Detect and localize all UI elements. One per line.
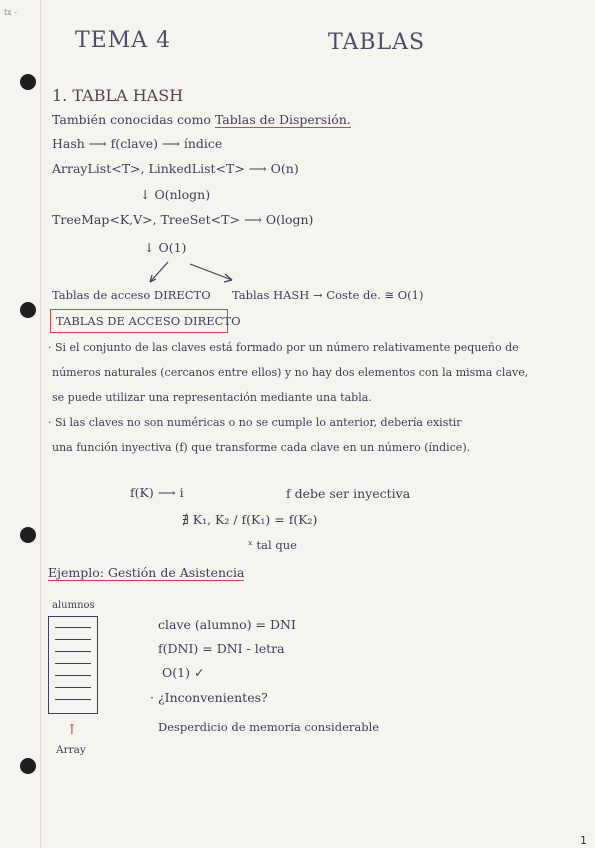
array-slot	[55, 651, 91, 652]
complexity-text: O(1)	[162, 665, 190, 680]
paragraph-line: se puede utilizar una representación mediante una tabla.	[52, 391, 372, 404]
formula-fk: f(K) ⟶ i	[130, 485, 184, 500]
paragraph-line: · Si el conjunto de las claves está formado por un número relativamente pequeño de	[48, 341, 519, 354]
inconvenientes-line: · ¿Inconvenientes?	[150, 690, 268, 705]
formula-condition: ∄ K₁, K₂ / f(K₁) = f(K₂)	[182, 512, 318, 527]
example-title: Ejemplo: Gestión de Asistencia	[48, 565, 245, 580]
binder-hole	[20, 527, 36, 543]
formula-note: f debe ser inyectiva	[286, 486, 411, 501]
array-slot	[55, 639, 91, 640]
corner-mark: tx -	[4, 8, 17, 17]
array-slot	[55, 687, 91, 688]
array-slot	[55, 627, 91, 628]
tablas-hash-coste-label: Tablas HASH → Coste de. ≅ O(1)	[232, 288, 424, 302]
desperdicio-line: Desperdicio de memoria considerable	[158, 720, 380, 734]
o1-line	[162, 665, 204, 680]
section-heading: 1. TABLA HASH	[52, 86, 184, 105]
paragraph-line: · Si las claves no son numéricas o no se cumple lo anterior, debería existir	[48, 416, 462, 429]
paragraph-line: una función inyectiva (f) que transforme cada clave en un número (índice).	[52, 441, 471, 454]
box-label: TABLAS DE ACCESO DIRECTO	[56, 314, 241, 328]
array-slot	[55, 699, 91, 700]
underlined-term: Tablas de Dispersión.	[214, 112, 351, 127]
binder-hole	[20, 758, 36, 774]
hash-line: Hash ⟶ f(clave) ⟶ índice	[52, 136, 223, 151]
page-number: 1	[580, 834, 587, 847]
alumnos-label: alumnos	[52, 600, 95, 611]
fdni-line: f(DNI) = DNI - letra	[158, 641, 285, 656]
page-title-tema: TEMA 4	[75, 28, 172, 53]
up-arrow-icon: ↑	[66, 722, 78, 738]
text-line	[52, 112, 351, 127]
binder-hole	[20, 302, 36, 318]
arraylist-line: ArrayList<T>, LinkedList<T> ⟶ O(n)	[52, 161, 299, 176]
array-slot	[55, 675, 91, 676]
paragraph-line: números naturales (cercanos entre ellos) y no hay dos elementos con la misma clave,	[52, 366, 529, 379]
text-fragment: También conocidas como	[52, 112, 211, 127]
branch-arrows-icon	[140, 258, 250, 288]
binder-hole	[20, 74, 36, 90]
page-title-tablas: TABLAS	[328, 30, 426, 55]
formula-tal-que: ˣ tal que	[248, 538, 297, 552]
clave-line: clave (alumno) = DNI	[158, 617, 296, 632]
margin-line	[40, 0, 41, 848]
array-diagram	[48, 616, 98, 714]
arrow-nlogn: ↓ O(nlogn)	[140, 187, 211, 202]
array-slot	[55, 663, 91, 664]
arrow-o1: ↓ O(1)	[144, 240, 187, 255]
tablas-acceso-directo-label: Tablas de acceso DIRECTO	[52, 288, 211, 302]
checkmark-icon: ✓	[193, 665, 205, 680]
array-label: Array	[56, 744, 86, 756]
treemap-line: TreeMap<K,V>, TreeSet<T> ⟶ O(logn)	[52, 212, 314, 227]
